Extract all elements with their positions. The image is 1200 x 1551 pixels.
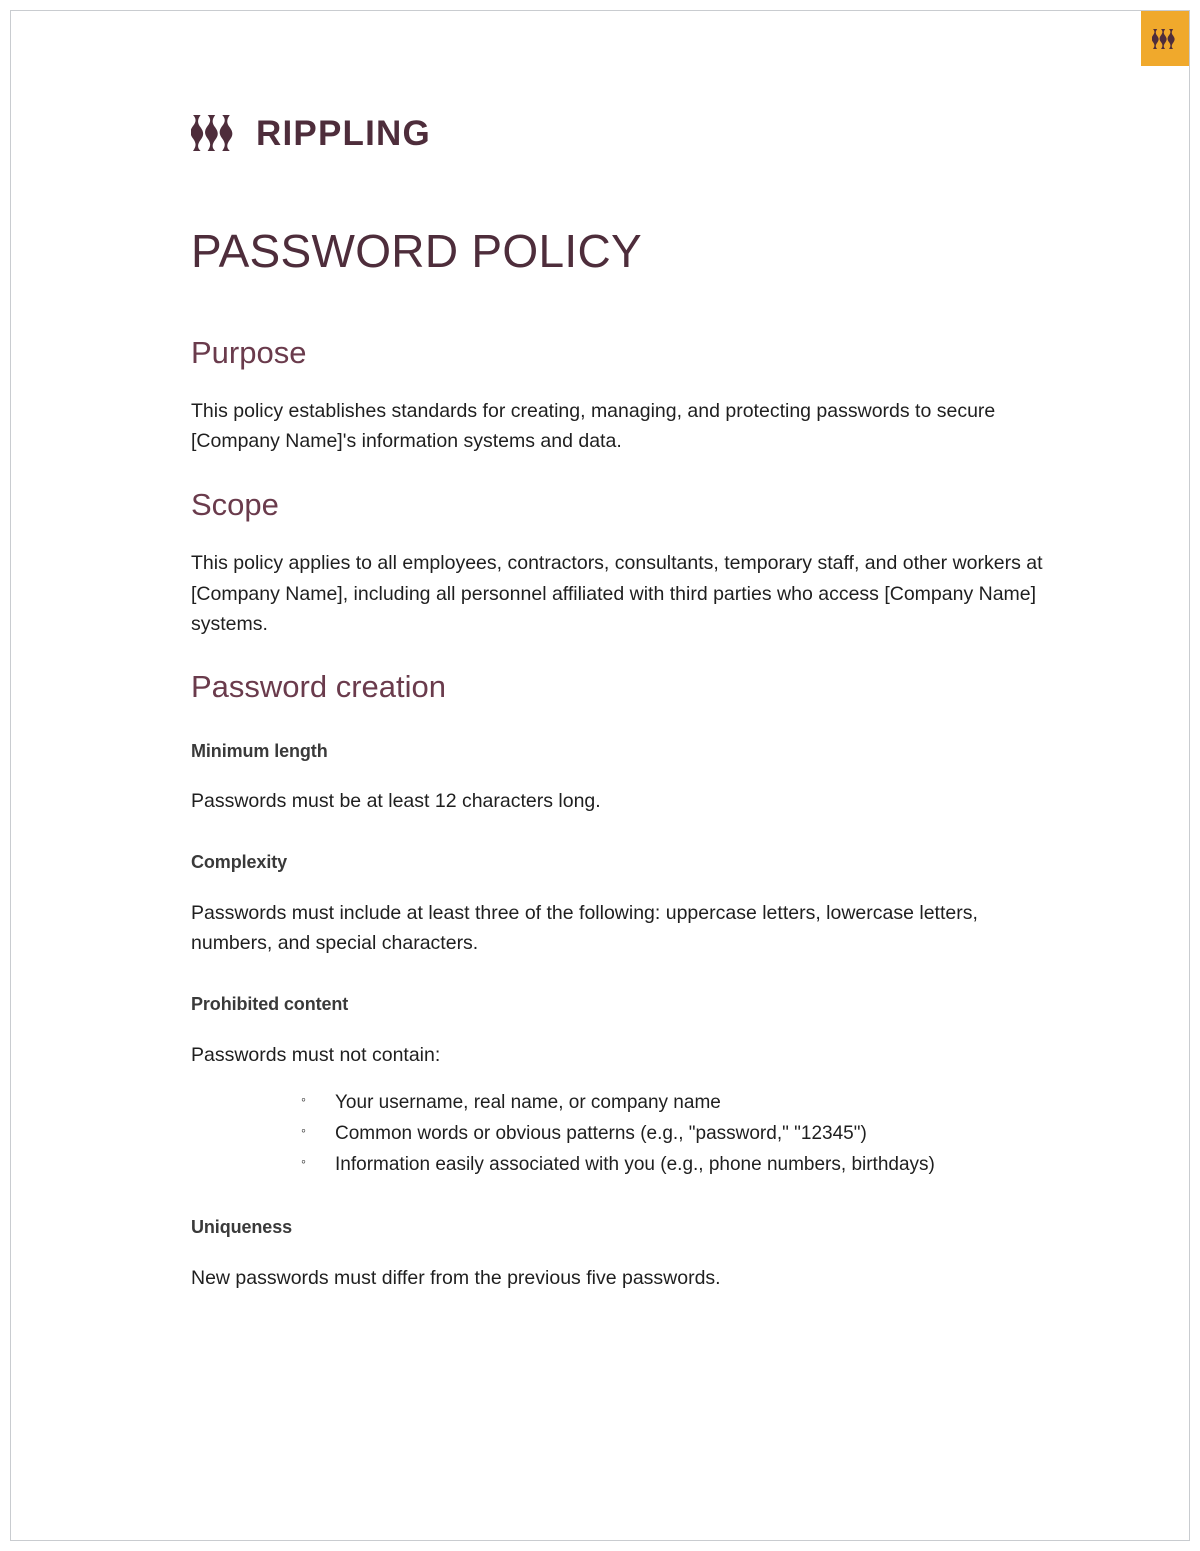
paragraph-uniqueness: New passwords must differ from the previous five passwords. — [191, 1266, 721, 1289]
subheading-minimum-length: Minimum length — [191, 740, 328, 761]
section-paragraph-scope: This policy applies to all employees, contractors, consultants, temporary staff, and other workers at [Company Name], including all personnel affiliated with third parties who access [Company Name] systems. — [191, 552, 1043, 635]
bullet-circle-icon: ◦ — [301, 1091, 306, 1108]
paragraph-minimum-length: Passwords must be at least 12 characters long. — [191, 790, 601, 813]
bullet-circle-icon: ◦ — [301, 1153, 306, 1170]
list-item-label: Common words or obvious patterns (e.g., "password," "12345") — [335, 1123, 867, 1145]
document-body — [191, 226, 1061, 1293]
subheading-complexity: Complexity — [191, 852, 288, 873]
section-paragraph-purpose: This policy establishes standards for creating, managing, and protecting passwords to secure [Company Name]'s information systems and data. — [191, 400, 996, 453]
paragraph-prohibited-content: Passwords must not contain: — [191, 1044, 441, 1067]
bullet-circle-icon: ◦ — [301, 1122, 306, 1139]
subheading-prohibited-content: Prohibited content — [191, 994, 349, 1015]
list-item-label: Your username, real name, or company name — [335, 1092, 721, 1114]
list-item — [301, 1150, 1061, 1181]
list-item — [301, 1088, 1061, 1119]
page-title: PASSWORD POLICY — [191, 225, 642, 277]
rippling-corner-badge — [1141, 11, 1189, 66]
paragraph-complexity: Passwords must include at least three of the following: uppercase letters, lowercase letters, numbers, and special characters. — [191, 902, 978, 955]
document-page — [10, 10, 1190, 1541]
section-heading-password-creation: Password creation — [191, 668, 447, 704]
list-item-label: Information easily associated with you (e.g., phone numbers, birthdays) — [335, 1154, 935, 1176]
list-item — [301, 1119, 1061, 1150]
section-heading-scope: Scope — [191, 486, 279, 522]
brand-wordmark: RIPPLING — [256, 113, 431, 153]
section-heading-purpose: Purpose — [191, 334, 307, 370]
prohibited-content-list — [191, 1088, 1061, 1181]
rippling-waves-icon — [1152, 28, 1178, 50]
rippling-waves-icon — [191, 113, 239, 153]
subheading-uniqueness: Uniqueness — [191, 1217, 293, 1238]
rippling-logo — [191, 113, 431, 153]
